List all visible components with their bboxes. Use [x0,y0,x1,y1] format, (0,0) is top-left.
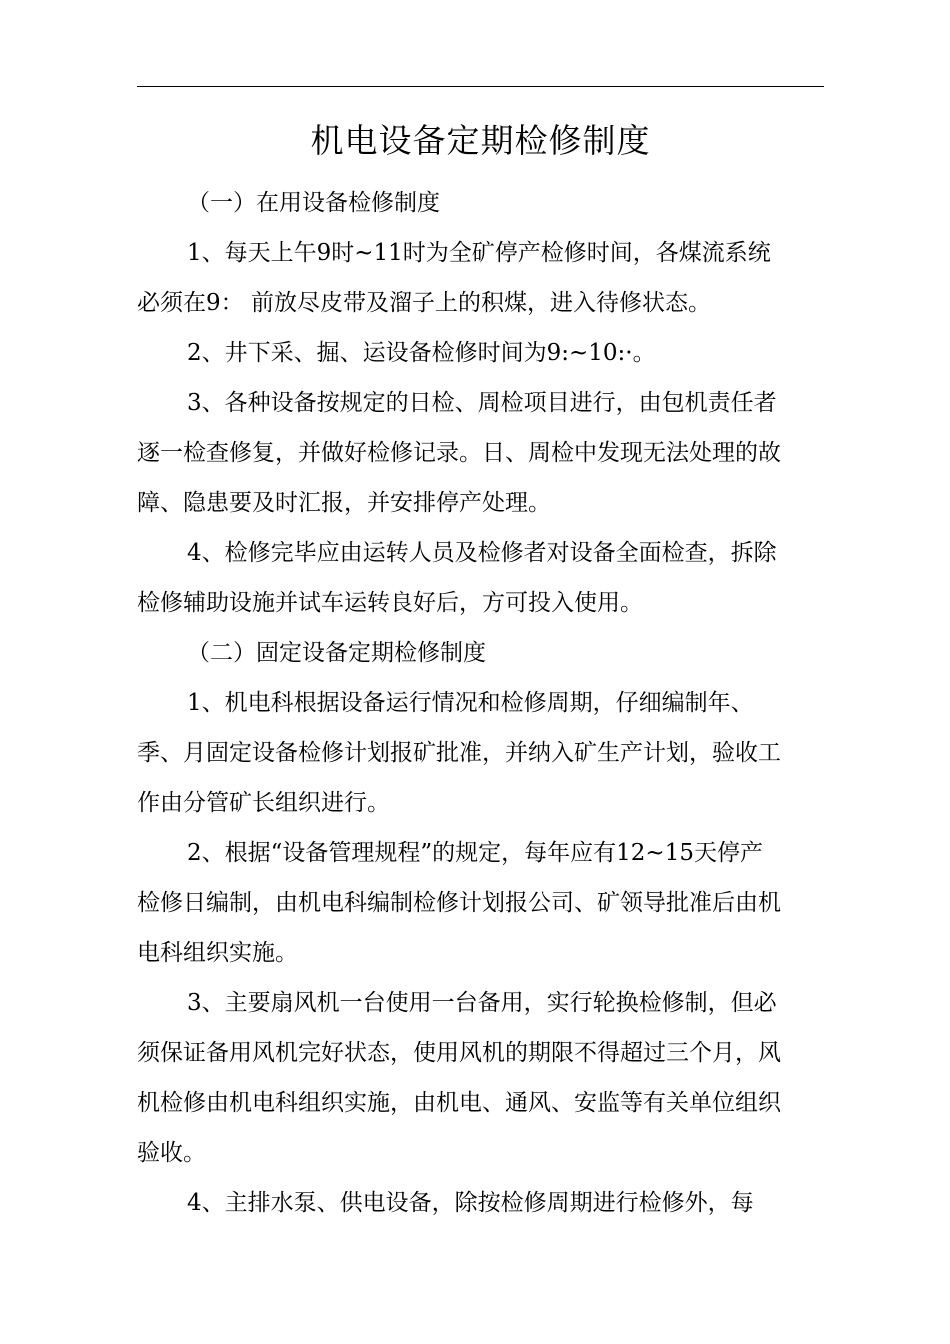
paragraph-line: 2、根据“设备管理规程”的规定，每年应有12~15天停产 [187,840,763,866]
paragraph-line: 3、各种设备按规定的日检、周检项目进行，由包机责任者 [187,390,777,416]
document-title: 机电设备定期检修制度 [310,121,651,160]
paragraph-line: 验收。 [137,1140,206,1166]
paragraph-line: 电科组织实施。 [137,940,298,966]
paragraph-line: 1、每天上午9时~11时为全矿停产检修时间，各煤流系统 [187,240,771,266]
paragraph-line: 作由分管矿长组织进行。 [137,790,390,816]
paragraph-line: 障、隐患要及时汇报，并安排停产处理。 [137,490,551,516]
paragraph-line: 季、月固定设备检修计划报矿批准，并纳入矿生产计划，验收工 [137,740,781,766]
paragraph-line: 检修辅助设施并试车运转良好后，方可投入使用。 [137,590,643,616]
paragraph-line: 4、主排水泵、供电设备，除按检修周期进行检修外，每 [187,1190,754,1216]
paragraph-line: 3、主要扇风机一台使用一台备用，实行轮换检修制，但必 [187,990,777,1016]
paragraph-line: 检修日编制，由机电科编制检修计划报公司、矿领导批准后由机 [137,890,781,916]
document-body [137,178,837,1228]
paragraph-line: 机检修由机电科组织实施，由机电、通风、安监等有关单位组织 [137,1090,781,1116]
paragraph-line: 2、井下采、掘、运设备检修时间为9:~10:·。 [187,340,656,366]
paragraph-line: 必须在9： 前放尽皮带及溜子上的积煤，进入待修状态。 [137,290,711,316]
paragraph-line: 须保证备用风机完好状态，使用风机的期限不得超过三个月，风 [137,1040,781,1066]
section-heading-2: （二）固定设备定期检修制度 [187,640,486,666]
paragraph-line: 1、机电科根据设备运行情况和检修周期，仔细编制年、 [187,690,754,716]
paragraph-line: 逐一检查修复，并做好检修记录。日、周检中发现无法处理的故 [137,440,781,466]
section-heading-1: （一）在用设备检修制度 [187,190,440,216]
paragraph-line: 4、检修完毕应由运转人员及检修者对设备全面检查，拆除 [187,540,777,566]
header-rule [137,86,824,87]
